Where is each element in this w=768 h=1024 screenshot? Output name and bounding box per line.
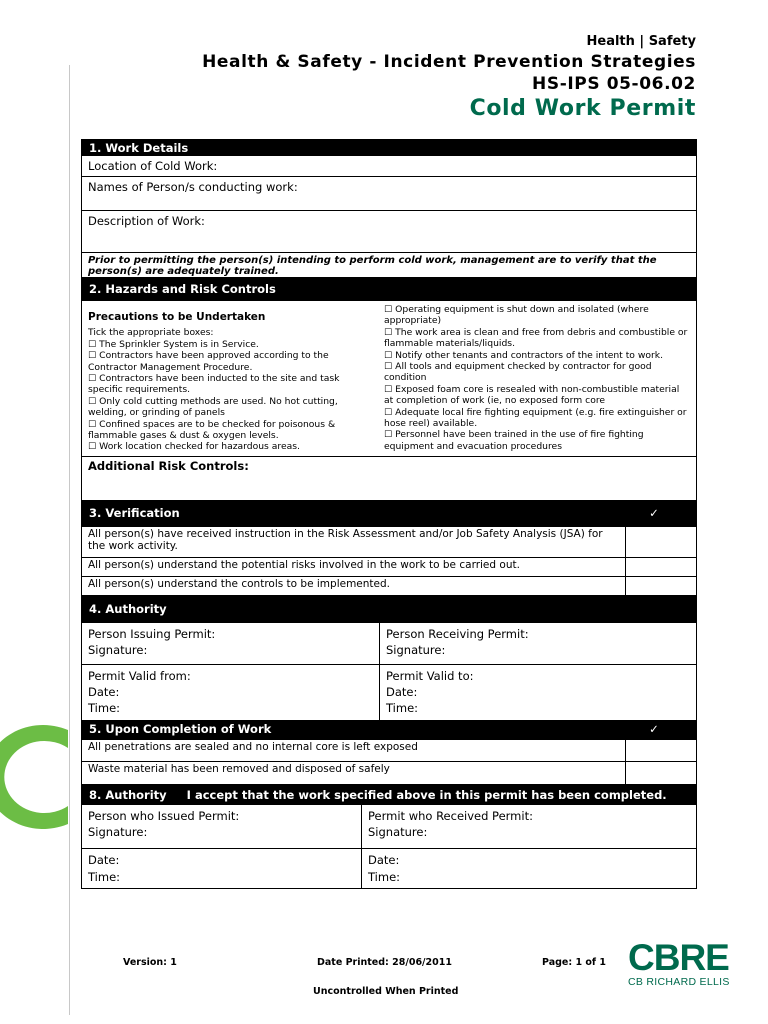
checkbox-icon[interactable]: ☐ bbox=[384, 383, 396, 395]
section-3-heading: 3. Verification ✓ bbox=[82, 500, 696, 526]
checkbox-icon[interactable]: ☐ bbox=[88, 441, 100, 453]
precaution-text: Personnel have been trained in the use of fire fighting equipment and evacuation procedures bbox=[384, 429, 644, 452]
received-signature-label: Signature: bbox=[368, 824, 428, 839]
checklist-text: All person(s) have received instruction in the Risk Assessment and/or Job Safety Analysis (JSA) for the work activity. bbox=[88, 527, 603, 552]
section-5-heading: 5. Upon Completion of Work ✓ bbox=[82, 720, 696, 739]
time-label: Time: bbox=[368, 869, 401, 884]
checklist-row bbox=[82, 761, 696, 784]
precaution-text: Contractors have been inducted to the site and task specific requirements. bbox=[88, 373, 340, 396]
precaution-text: Confined spaces are to be checked for poisonous & flammable gases & dust & oxygen levels. bbox=[88, 418, 336, 442]
checkbox-icon[interactable]: ☐ bbox=[384, 326, 396, 338]
valid-from-cell[interactable] bbox=[82, 665, 379, 720]
section-1-heading: 1. Work Details bbox=[82, 140, 696, 156]
precaution-item[interactable] bbox=[88, 419, 372, 442]
precaution-item[interactable] bbox=[384, 304, 690, 327]
precaution-text: Contractors have been approved according to the Contractor Management Procedure. bbox=[88, 350, 329, 373]
section-2-heading: 2. Hazards and Risk Controls bbox=[82, 277, 696, 301]
valid-to-date-label: Date: bbox=[386, 684, 418, 699]
checkbox-icon[interactable]: ☐ bbox=[88, 418, 100, 430]
check-icon: ✓ bbox=[649, 505, 659, 520]
checklist-tick-cell[interactable] bbox=[625, 762, 696, 784]
precaution-text: Exposed foam core is resealed with non-combustible material at completion of work (ie, no exposed form core bbox=[384, 383, 680, 407]
receiving-cell[interactable] bbox=[379, 623, 696, 664]
checklist-text: All person(s) understand the controls to be implemented. bbox=[88, 577, 391, 590]
received-cell[interactable] bbox=[361, 805, 696, 848]
precaution-text: Work location checked for hazardous areas. bbox=[99, 441, 300, 453]
completion-date-cell-left[interactable] bbox=[82, 849, 361, 888]
logo-subtitle: CB RICHARD ELLIS bbox=[628, 976, 730, 988]
checklist-tick-cell[interactable] bbox=[625, 527, 696, 557]
header-document: Health & Safety - Incident Prevention Strategies bbox=[202, 52, 696, 72]
logo-brand: CBRE bbox=[628, 937, 729, 978]
completion-authority-row-1 bbox=[82, 805, 696, 848]
additional-risk-controls[interactable]: Additional Risk Controls: bbox=[82, 456, 696, 500]
issuing-label: Person Issuing Permit: bbox=[88, 626, 216, 641]
precaution-text: Notify other tenants and contractors of the intent to work. bbox=[395, 349, 664, 361]
checklist-row bbox=[82, 557, 696, 576]
checklist-tick-cell[interactable] bbox=[625, 577, 696, 595]
time-label: Time: bbox=[88, 869, 121, 884]
permit-form bbox=[81, 139, 697, 889]
receiving-label: Person Receiving Permit: bbox=[386, 626, 529, 641]
section-4-heading: 4. Authority bbox=[82, 595, 696, 622]
precautions-title: Precautions to be Undertaken bbox=[88, 311, 266, 323]
names-field[interactable]: Names of Person/s conducting work: bbox=[82, 176, 696, 210]
precaution-item[interactable] bbox=[384, 407, 690, 430]
precaution-text: The Sprinkler System is in Service. bbox=[99, 338, 259, 350]
check-icon: ✓ bbox=[649, 721, 659, 736]
precaution-item[interactable] bbox=[88, 350, 372, 373]
precautions-left bbox=[82, 301, 378, 456]
checkbox-icon[interactable]: ☐ bbox=[88, 395, 100, 407]
precaution-text: All tools and equipment checked by contractor for good condition bbox=[384, 361, 652, 384]
page-title: Cold Work Permit bbox=[469, 96, 696, 121]
checklist-row bbox=[82, 576, 696, 595]
precaution-item[interactable] bbox=[88, 441, 372, 452]
checkbox-icon[interactable]: ☐ bbox=[88, 338, 100, 350]
completion-authority-row-2 bbox=[82, 848, 696, 888]
checklist-tick-cell[interactable] bbox=[625, 740, 696, 761]
valid-to-time-label: Time: bbox=[386, 700, 419, 715]
footer-date-printed: Date Printed: 28/06/2011 bbox=[317, 957, 452, 968]
footer-version: Version: 1 bbox=[123, 957, 177, 968]
date-label: Date: bbox=[88, 852, 120, 867]
authority-row-2 bbox=[82, 664, 696, 720]
valid-from-date-label: Date: bbox=[88, 684, 120, 699]
checklist-row bbox=[82, 739, 696, 761]
checklist-text: Waste material has been removed and disposed of safely bbox=[88, 762, 390, 775]
checkbox-icon[interactable]: ☐ bbox=[384, 406, 396, 418]
footer-page: Page: 1 of 1 bbox=[542, 957, 606, 968]
precaution-item[interactable] bbox=[384, 350, 690, 361]
issuing-signature-label: Signature: bbox=[88, 642, 148, 657]
issued-signature-label: Signature: bbox=[88, 824, 148, 839]
checkbox-icon[interactable]: ☐ bbox=[384, 304, 396, 315]
checklist-text: All penetrations are sealed and no internal core is left exposed bbox=[88, 740, 418, 753]
precautions-right bbox=[378, 301, 696, 456]
checkbox-icon[interactable]: ☐ bbox=[88, 373, 100, 385]
checkbox-icon[interactable]: ☐ bbox=[384, 349, 396, 361]
checkbox-icon[interactable]: ☐ bbox=[384, 429, 396, 441]
checkbox-icon[interactable]: ☐ bbox=[88, 350, 100, 362]
valid-to-cell[interactable] bbox=[379, 665, 696, 720]
precautions-block bbox=[82, 301, 696, 456]
precaution-item[interactable] bbox=[88, 373, 372, 396]
precaution-text: Operating equipment is shut down and isolated (where appropriate) bbox=[384, 304, 649, 327]
valid-from-time-label: Time: bbox=[88, 700, 121, 715]
checklist-row bbox=[82, 526, 696, 557]
section-8-heading: 8. Authority I accept that the work specified above in this permit has been completed. bbox=[82, 784, 696, 805]
tick-instruction: Tick the appropriate boxes: bbox=[88, 327, 214, 339]
received-label: Permit who Received Permit: bbox=[368, 808, 533, 823]
checklist-tick-cell[interactable] bbox=[625, 558, 696, 576]
location-field[interactable]: Location of Cold Work: bbox=[88, 159, 218, 173]
receiving-signature-label: Signature: bbox=[386, 642, 446, 657]
valid-to-label: Permit Valid to: bbox=[386, 668, 474, 683]
cbre-logo bbox=[628, 937, 730, 988]
precaution-text: The work area is clean and free from debris and combustible or flammable materials/liquids. bbox=[384, 326, 688, 350]
header-category: Health | Safety bbox=[586, 34, 696, 49]
footer-uncontrolled: Uncontrolled When Printed bbox=[313, 986, 459, 997]
header-code: HS-IPS 05-06.02 bbox=[532, 74, 696, 94]
precaution-item[interactable] bbox=[384, 384, 690, 407]
date-label: Date: bbox=[368, 852, 400, 867]
precaution-item[interactable] bbox=[384, 327, 690, 350]
precaution-item[interactable] bbox=[88, 339, 372, 350]
precaution-item[interactable] bbox=[88, 396, 372, 419]
precaution-text: Adequate local fire fighting equipment (e.g. fire extinguisher or hose reel) available. bbox=[384, 406, 687, 430]
margin-line bbox=[69, 65, 70, 1015]
description-field[interactable]: Description of Work: bbox=[82, 210, 696, 252]
issuing-cell[interactable] bbox=[82, 623, 379, 664]
completion-date-cell-right[interactable] bbox=[361, 849, 696, 888]
precaution-text: Only cold cutting methods are used. No hot cutting, welding, or grinding of panels bbox=[88, 395, 338, 419]
issued-label: Person who Issued Permit: bbox=[88, 808, 240, 823]
checklist-text: All person(s) understand the potential risks involved in the work to be carried out. bbox=[88, 558, 520, 571]
checkbox-icon[interactable]: ☐ bbox=[384, 361, 396, 373]
precaution-item[interactable] bbox=[384, 429, 690, 452]
valid-from-label: Permit Valid from: bbox=[88, 668, 191, 683]
precaution-item[interactable] bbox=[384, 361, 690, 384]
authority-row-1 bbox=[82, 622, 696, 664]
issued-cell[interactable] bbox=[82, 805, 361, 848]
training-note: Prior to permitting the person(s) intending to perform cold work, management are to verify that the person(s) are adequately trained. bbox=[82, 252, 696, 277]
